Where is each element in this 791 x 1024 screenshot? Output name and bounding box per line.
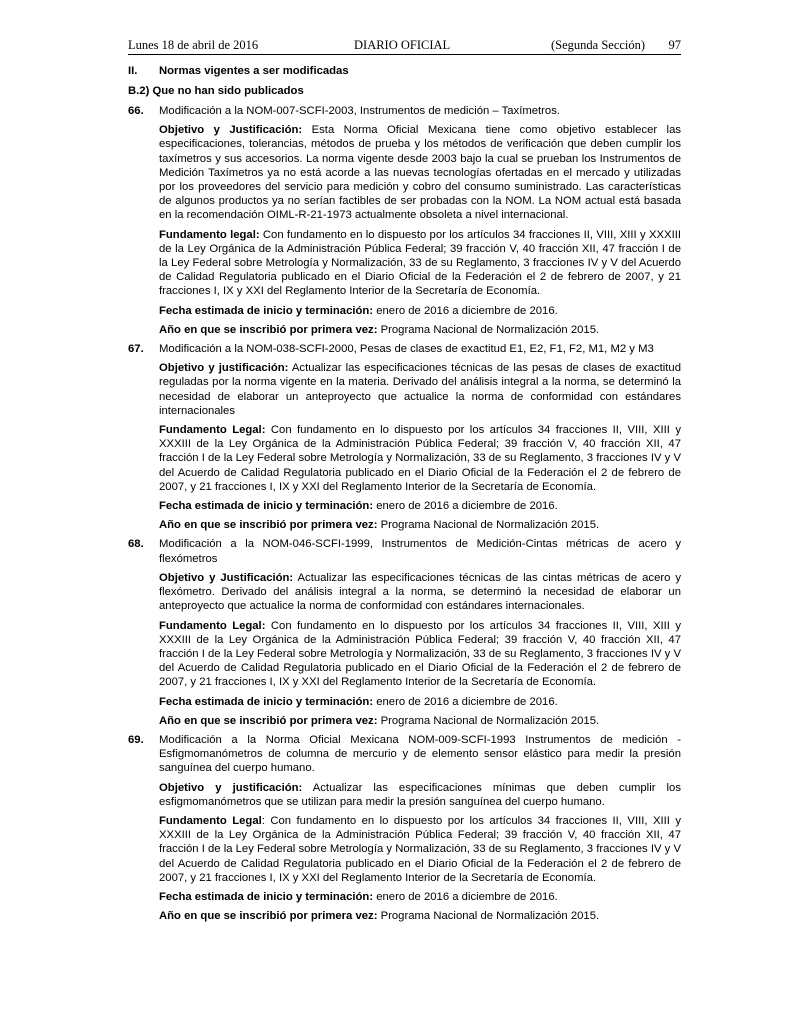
legal-basis-label: Fundamento legal:	[159, 228, 260, 241]
norm-item	[128, 733, 681, 923]
item-heading	[128, 104, 681, 118]
date-label: Fecha estimada de inicio y terminación:	[159, 304, 374, 317]
norm-item	[128, 342, 681, 532]
date-label: Fecha estimada de inicio y terminación:	[159, 890, 374, 903]
legal-basis-paragraph	[128, 619, 681, 690]
legal-basis-paragraph	[128, 814, 681, 885]
section-heading	[128, 64, 681, 84]
year-paragraph	[128, 714, 681, 728]
item-heading	[128, 537, 681, 565]
item-heading	[128, 733, 681, 776]
year-label: Año en que se inscribió por primera vez:	[159, 519, 378, 532]
year-text: Programa Nacional de Normalización 2015.	[377, 714, 600, 727]
norm-item	[128, 104, 681, 337]
date-paragraph	[128, 499, 681, 513]
item-title: Modificación a la NOM-007-SCFI-2003, Instrumentos de medición – Taxímetros.	[159, 105, 561, 117]
legal-basis-text: Con fundamento en lo dispuesto por los artículos 34 fracciones II, VIII, XIII y XXXIII de la Ley Orgánica de la Administración Pública Federal; 39 fracción V, 40 fracción XII, 47 fracción I de la Ley Federal sobre Metrología y Normalización, 33 de su Reglamento, 3 fracciones IV y V del Acuerdo de Calidad Regulatoria publicado en el Diario Oficial de la Federación el 2 de febrero de 2007, y 21 fracciones I, IX y XXI del Reglamento Interior de la Secretaría de Economía.	[159, 424, 682, 493]
objective-text: Actualizar las especificaciones mínimas que deben cumplir los esfigmomanómetros que se utilizan para medir la presión sanguínea del cuerpo humano.	[159, 781, 681, 808]
page-content	[128, 38, 681, 928]
item-number: 68.	[128, 538, 144, 551]
legal-basis-paragraph	[128, 228, 681, 299]
year-paragraph	[128, 909, 681, 923]
norm-item	[128, 537, 681, 727]
header-page-number: 97	[668, 38, 681, 52]
year-text: Programa Nacional de Normalización 2015.	[377, 323, 600, 336]
item-title: Modificación a la Norma Oficial Mexicana NOM-009-SCFI-1993 Instrumentos de medición - Esfigmomanómetros de columna de mercurio y de elemento sensor elástico para medir la presión sanguínea del cuerpo humano.	[159, 733, 681, 775]
objective-label: Objetivo y Justificación:	[159, 571, 294, 584]
date-label: Fecha estimada de inicio y terminación:	[159, 500, 374, 513]
year-label: Año en que se inscribió por primera vez:	[159, 323, 378, 336]
date-text: enero de 2016 a diciembre de 2016.	[373, 890, 558, 903]
legal-basis-label: Fundamento Legal:	[159, 619, 266, 632]
date-paragraph	[128, 304, 681, 318]
date-text: enero de 2016 a diciembre de 2016.	[373, 304, 558, 317]
objective-paragraph	[128, 123, 681, 222]
header-section: (Segunda Sección)	[551, 38, 646, 52]
item-title: Modificación a la NOM-046-SCFI-1999, Instrumentos de Medición-Cintas métricas de acero y flexómetros	[159, 538, 681, 565]
objective-paragraph	[128, 571, 681, 614]
year-label: Año en que se inscribió por primera vez:	[159, 714, 378, 727]
subsection-heading: B.2) Que no han sido publicados	[128, 85, 304, 97]
objective-text: Esta Norma Oficial Mexicana tiene como objetivo establecer las especificaciones, tolerancias, métodos de prueba y los métodos de verificación que deben cumplir los taxímetros y sus accesorios. La norma vigente desde 2003 bajo la cual se prueban los Instrumentos de Medición Taxímetros ya no está acorde a las nuevas tecnologías ofertadas en el mercado y utilizadas por los proveedores del servicio para medición y cobro del consumo suministrado. Las características de algunos productos ya no serían factibles de ser probadas con la NOM. La NOM actual está basada en la recomendación OIML-R-21-1973 actualmente obsoleta a nivel internacional.	[159, 124, 682, 222]
date-text: enero de 2016 a diciembre de 2016.	[373, 500, 558, 513]
legal-basis-text: : Con fundamento en lo dispuesto por los artículos 34 fracciones II, VIII, XIII y XXXIII de la Ley Orgánica de la Administración Pública Federal; 39 fracción V, 40 fracción XII, 47 fracción I de la Ley Federal sobre Metrología y Normalización, 33 de su Reglamento, 3 fracciones IV y V del Acuerdo de Calidad Regulatoria publicado en el Diario Oficial de la Federación el 2 de febrero de 2007, y 21 fracciones I, IX y XXI del Reglamento Interior de la Secretaría de Economía.	[159, 814, 682, 884]
year-paragraph	[128, 518, 681, 532]
section-title: Normas vigentes a ser modificadas	[159, 65, 349, 77]
objective-label: Objetivo y Justificación:	[159, 124, 303, 137]
objective-label: Objetivo y justificación:	[159, 362, 289, 375]
date-text: enero de 2016 a diciembre de 2016.	[373, 695, 558, 708]
year-label: Año en que se inscribió por primera vez:	[159, 910, 378, 923]
item-heading	[128, 342, 681, 356]
year-text: Programa Nacional de Normalización 2015.	[377, 910, 600, 923]
legal-basis-text: Con fundamento en lo dispuesto por los artículos 34 fracciones II, VIII, XIII y XXXIII de la Ley Orgánica de la Administración Pública Federal; 39 fracción V, 40 fracción XII, 47 fracción I de la Ley Federal sobre Metrología y Normalización, 33 de su Reglamento, 3 fracciones IV y V del Acuerdo de Calidad Regulatoria publicado en el Diario Oficial de la Federación el 2 de febrero de 2007, y 21 fracciones I, IX y XXI del Reglamento Interior de la Secretaría de Economía.	[159, 619, 682, 689]
objective-text: Actualizar las especificaciones técnicas de las pesas de clases de exactitud reguladas por la norma vigente en la materia. Derivado del análisis integral a la norma, se determinó la necesidad de elaborar un anteproyecto que actualice la norma de conformidad con estándares internacionales	[159, 362, 681, 417]
page-header	[128, 38, 681, 55]
date-paragraph	[128, 890, 681, 904]
objective-text: Actualizar las especificaciones técnicas de las cintas métricas de acero y flexómetro. Derivado del análisis integral a la norma, se determinó la necesidad de elaborar un anteproyecto que actualice la norma de conformidad con estándares internacionales.	[159, 571, 681, 613]
legal-basis-text: Con fundamento en lo dispuesto por los artículos 34 fracciones II, VIII, XIII y XXXIII de la Ley Orgánica de la Administración Pública Federal; 39 fracción V, 40 fracción XII, 47 fracción I de la Ley Federal sobre Metrología y Normalización, 33 de su Reglamento, 3 fracciones IV y V del Acuerdo de Calidad Regulatoria publicado en el Diario Oficial de la Federación el 2 de febrero de 2007, y 21 fracciones I, IX y XXI del Reglamento Interior de la Secretaría de Economía.	[159, 228, 681, 298]
header-title: DIARIO OFICIAL	[354, 38, 451, 52]
objective-paragraph	[128, 781, 681, 809]
objective-label: Objetivo y justificación:	[159, 781, 303, 794]
header-date: Lunes 18 de abril de 2016	[128, 38, 259, 52]
objective-paragraph	[128, 361, 681, 418]
legal-basis-label: Fundamento Legal:	[159, 424, 266, 437]
year-paragraph	[128, 323, 681, 337]
date-paragraph	[128, 695, 681, 709]
legal-basis-paragraph	[128, 423, 681, 494]
item-title: Modificación a la NOM-038-SCFI-2000, Pesas de clases de exactitud E1, E2, F1, F2, M1, M2 y M3	[159, 343, 654, 356]
item-number: 67.	[128, 343, 144, 356]
date-label: Fecha estimada de inicio y terminación:	[159, 695, 374, 708]
item-number: 66.	[128, 105, 144, 117]
legal-basis-label: Fundamento Legal	[159, 814, 262, 827]
section-number: II.	[128, 65, 138, 77]
year-text: Programa Nacional de Normalización 2015.	[377, 519, 600, 532]
item-number: 69.	[128, 733, 144, 746]
